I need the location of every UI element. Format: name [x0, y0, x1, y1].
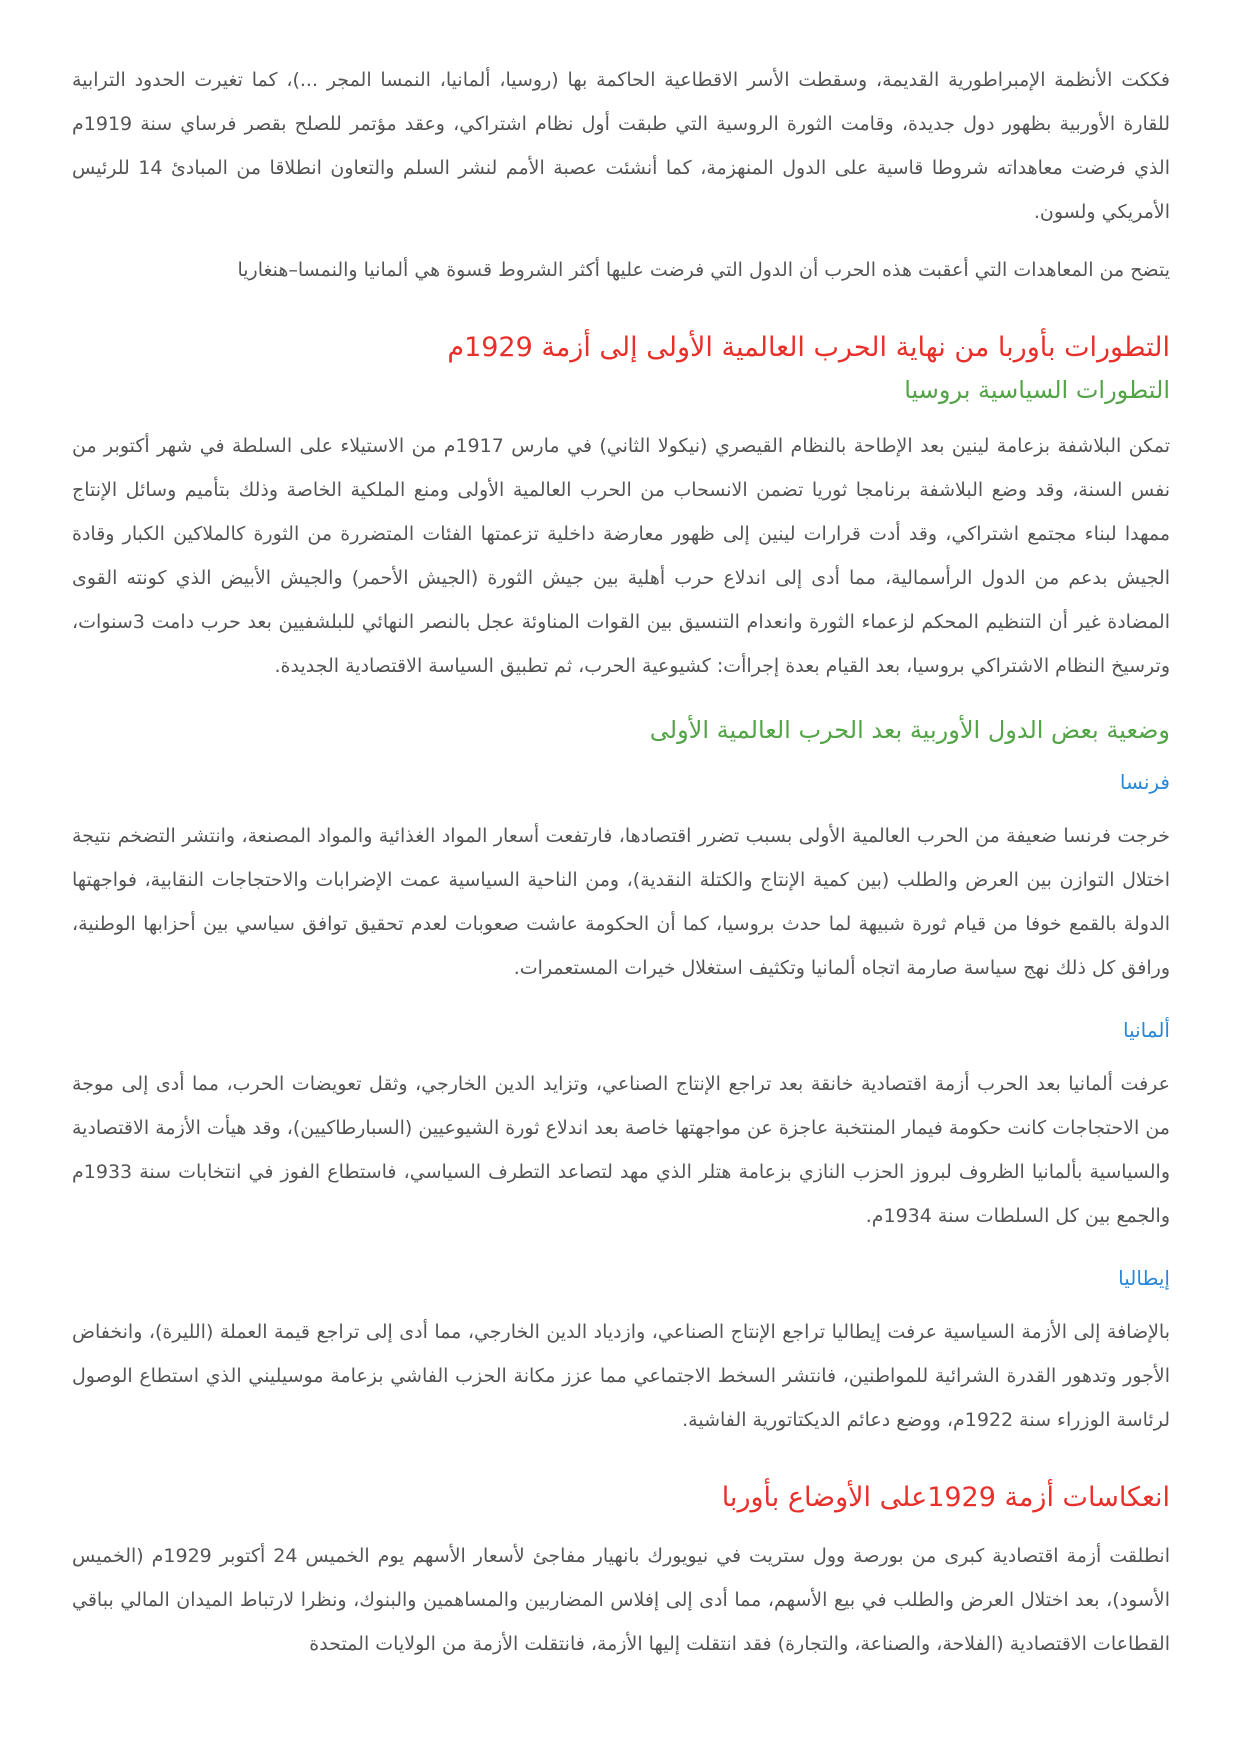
spacer — [72, 990, 1170, 1012]
spacer — [72, 1048, 1170, 1062]
intro-paragraph: فككت الأنظمة الإمبراطورية القديمة، وسقطت الأسر الاقطاعية الحاكمة بها (روسيا، ألمانيا، النمسا المجر ...)، كما تغيرت الحدود الترابية للقارة الأوربية بظهور دول جديدة، وقامت الثورة الروسية التي طبقت أول نظام اشتراكي، وعقد مؤتمر للصلح بقصر فرساي سنة 1919م الذي فرضت معاهداته شروطا قاسية على الدول المنهزمة، كما أنشئت عصبة الأمم لنشر السلم والتعاون انطلاقا من المبادئ 14 للرئيس الأمريكي ولسون. — [72, 69, 1170, 223]
spacer — [72, 1296, 1170, 1310]
spacer — [72, 1238, 1170, 1260]
subsection-title-european-states: وضعية بعض الدول الأوربية بعد الحرب العالمية الأولى — [649, 716, 1170, 744]
spacer — [72, 1520, 1170, 1534]
spacer — [72, 750, 1170, 764]
spacer — [72, 292, 1170, 326]
italy-paragraph: بالإضافة إلى الأزمة السياسية عرفت إيطاليا تراجع الإنتاج الصناعي، وازدياد الدين الخارجي، مما أدى إلى تراجع قيمة العملة (الليرة)، وانخفاض الأجور وتدهور القدرة الشرائية للمواطنين، فانتشر السخط الاجتماعي مما عزز مكانة الحزب الفاشي بزعامة موسيليني الذي استطاع الوصول لرئاسة الوزراء سنة 1922م، ووضع دعائم الديكتاتورية الفاشية. — [72, 1321, 1170, 1431]
france-paragraph: خرجت فرنسا ضعيفة من الحرب العالمية الأولى بسبب تضرر اقتصادها، فارتفعت أسعار المواد الغذائية والمواد المصنعة، وانتشر التضخم نتيجة اختلال التوازن بين العرض والطلب (بين كمية الإنتاج والكتلة النقدية)، ومن الناحية السياسية عمت الإضرابات والاحتجاجات النقابية، فواجهتها الدولة بالقمع خوفا من قيام ثورة شبيهة لما حدث بروسيا، كما أن الحكومة عاشت صعوبات لعدم تحقيق توافق سياسي بين أحزابها الوطنية، ورافق كل ذلك نهج سياسة صارمة اتجاه ألمانيا وتكثيف استغلال خيرات المستعمرات. — [72, 825, 1170, 979]
spacer — [72, 234, 1170, 248]
germany-paragraph: عرفت ألمانيا بعد الحرب أزمة اقتصادية خانقة بعد تراجع الإنتاج الصناعي، وتزايد الدين الخارجي، وثقل تعويضات الحرب، مما أدى إلى موجة من الاحتجاجات كانت حكومة فيمار المنتخبة عاجزة عن مواجهتها خاصة بعد اندلاع ثورة الشيوعيين (السبارطاكيين)، وقد هيأت الأزمة الاقتصادية والسياسية بألمانيا الظروف لبروز الحزب النازي بزعامة هتلر الذي مهد لتصاعد التطرف السياسي، فاستطاع الفوز في انتخابات سنة 1933م والجمع بين كل السلطات سنة 1934م. — [72, 1073, 1170, 1227]
intro-conclusion: يتضح من المعاهدات التي أعقبت هذه الحرب أن الدول التي فرضت عليها أكثر الشروط قسوة هي ألمانيا والنمسا–هنغاريا — [237, 259, 1170, 281]
spacer — [72, 410, 1170, 424]
section-title-europe-developments: التطورات بأوربا من نهاية الحرب العالمية الأولى إلى أزمة 1929م — [447, 332, 1170, 363]
crisis-paragraph: انطلقت أزمة اقتصادية كبرى من بورصة وول ستريت في نيويورك بانهيار مفاجئ لأسعار الأسهم يوم الخميس 24 أكتوبر 1929م (الخميس الأسود)، بعد اختلال العرض والطلب في بيع الأسهم، مما أدى إلى إفلاس المضاربين والمساهمين والبنوك، ونظرا لارتباط الميدان المالي بباقي القطاعات الاقتصادية (الفلاحة، والصناعة، والتجارة) فقد انتقلت إليها الأزمة، فانتقلت الأزمة من الولايات المتحدة — [72, 1545, 1170, 1655]
country-heading-france: فرنسا — [1119, 770, 1170, 794]
spacer — [72, 800, 1170, 814]
country-heading-italy: إيطاليا — [1118, 1266, 1170, 1290]
spacer — [72, 1442, 1170, 1476]
spacer — [72, 688, 1170, 710]
section-title-1929-crisis: انعكاسات أزمة 1929على الأوضاع بأوربا — [721, 1482, 1170, 1513]
country-heading-germany: ألمانيا — [1122, 1018, 1170, 1042]
subsection-title-russia: التطورات السياسية بروسيا — [904, 376, 1170, 404]
russia-paragraph: تمكن البلاشفة بزعامة لينين بعد الإطاحة بالنظام القيصري (نيكولا الثاني) في مارس 1917م من الاستيلاء على السلطة في شهر أكتوبر من نفس السنة، وقد وضع البلاشفة برنامجا ثوريا تضمن الانسحاب من الحرب العالمية الأولى ومنع الملكية الخاصة وذلك بتأميم وسائل الإنتاج ممهدا لبناء مجتمع اشتراكي، وقد أدت قرارات لينين إلى ظهور معارضة داخلية تزعمتها الفئات المتضررة من الثورة كالملاكين الكبار وقادة الجيش بدعم من الدول الرأسمالية، مما أدى إلى اندلاع حرب أهلية بين جيش الثورة (الجيش الأحمر) والجيش الأبيض الذي كونته القوى المضادة غير أن التنظيم المحكم لزعماء الثورة وانعدام التنسيق بين القوات المناوئة عجل بالنصر النهائي للبلشفيين بعد حرب دامت 3سنوات، وترسيخ النظام الاشتراكي بروسيا، بعد القيام بعدة إجراأت: كشيوعية الحرب، ثم تطبيق السياسة الاقتصادية الجديدة. — [72, 435, 1170, 677]
